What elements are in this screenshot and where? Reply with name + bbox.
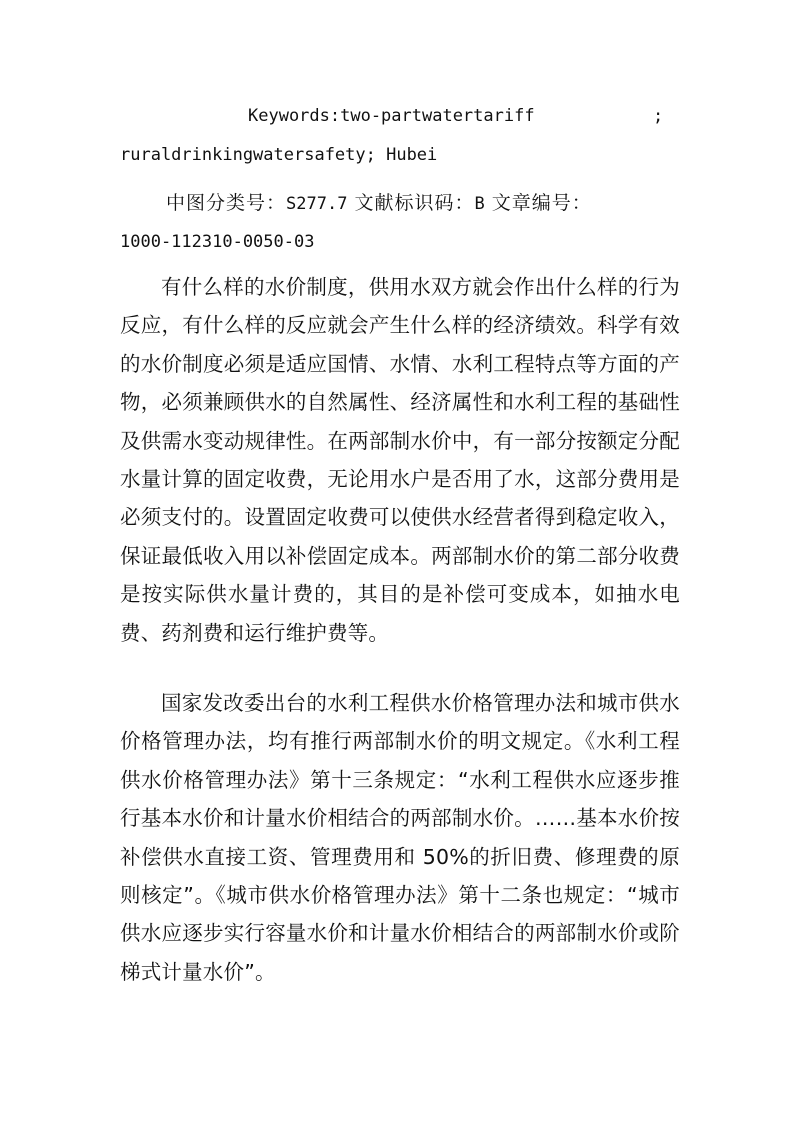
classification-line <box>166 188 592 215</box>
keywords-continuation: ruraldrinkingwatersafety; Hubei <box>120 145 438 165</box>
keywords-text: Keywords:two-partwatertariff <box>248 106 535 126</box>
keywords-line <box>248 106 668 132</box>
doc-code: B <box>474 194 485 214</box>
article-number-label: 文章编号： <box>484 192 592 214</box>
article-number: 1000-112310-0050-03 <box>120 232 315 252</box>
keywords-separator: ; <box>653 106 664 126</box>
body-paragraph: 有什么样的水价制度，供用水双方就会作出什么样的行为反应，有什么样的反应就会产生什么样的经济绩效。科学有效的水价制度必须是适应国情、水情、水利工程特点等方面的产物，必须兼顾供水的自然属性、经济属性和水利工程的基础性及供需水变动规律性。在两部制水价中，有一部分按额定分配水量计算的固定收费，无论用水户是否用了水，这部分费用是必须支付的。设置固定收费可以使供水经营者得到稳定收入，保证最低收入用以补偿固定成本。两部制水价的第二部分收费是按实际供水量计费的，其目的是补偿可变成本，如抽水电费、药剂费和运行维护费等。 <box>120 275 680 645</box>
doc-code-label: 文献标识码： <box>347 192 475 214</box>
body-paragraph: 国家发改委出台的水利工程供水价格管理办法和城市供水价格管理办法，均有推行两部制水价的明文规定。《水利工程供水价格管理办法》第十三条规定：“水利工程供水应逐步推行基本水价和计量水价相结合的两部制水价。……基本水价按补偿供水直接工资、管理费用和 50%的折旧费、修理费的原则核定”。《城市供水价格管理办法》第十二条也规定：“城市供水应逐步实行容量水价和计量水价相结合的两部制水价或阶梯式计量水价”。 <box>120 691 680 984</box>
clc-code: S277.7 <box>286 194 348 214</box>
clc-label: 中图分类号： <box>166 192 287 214</box>
